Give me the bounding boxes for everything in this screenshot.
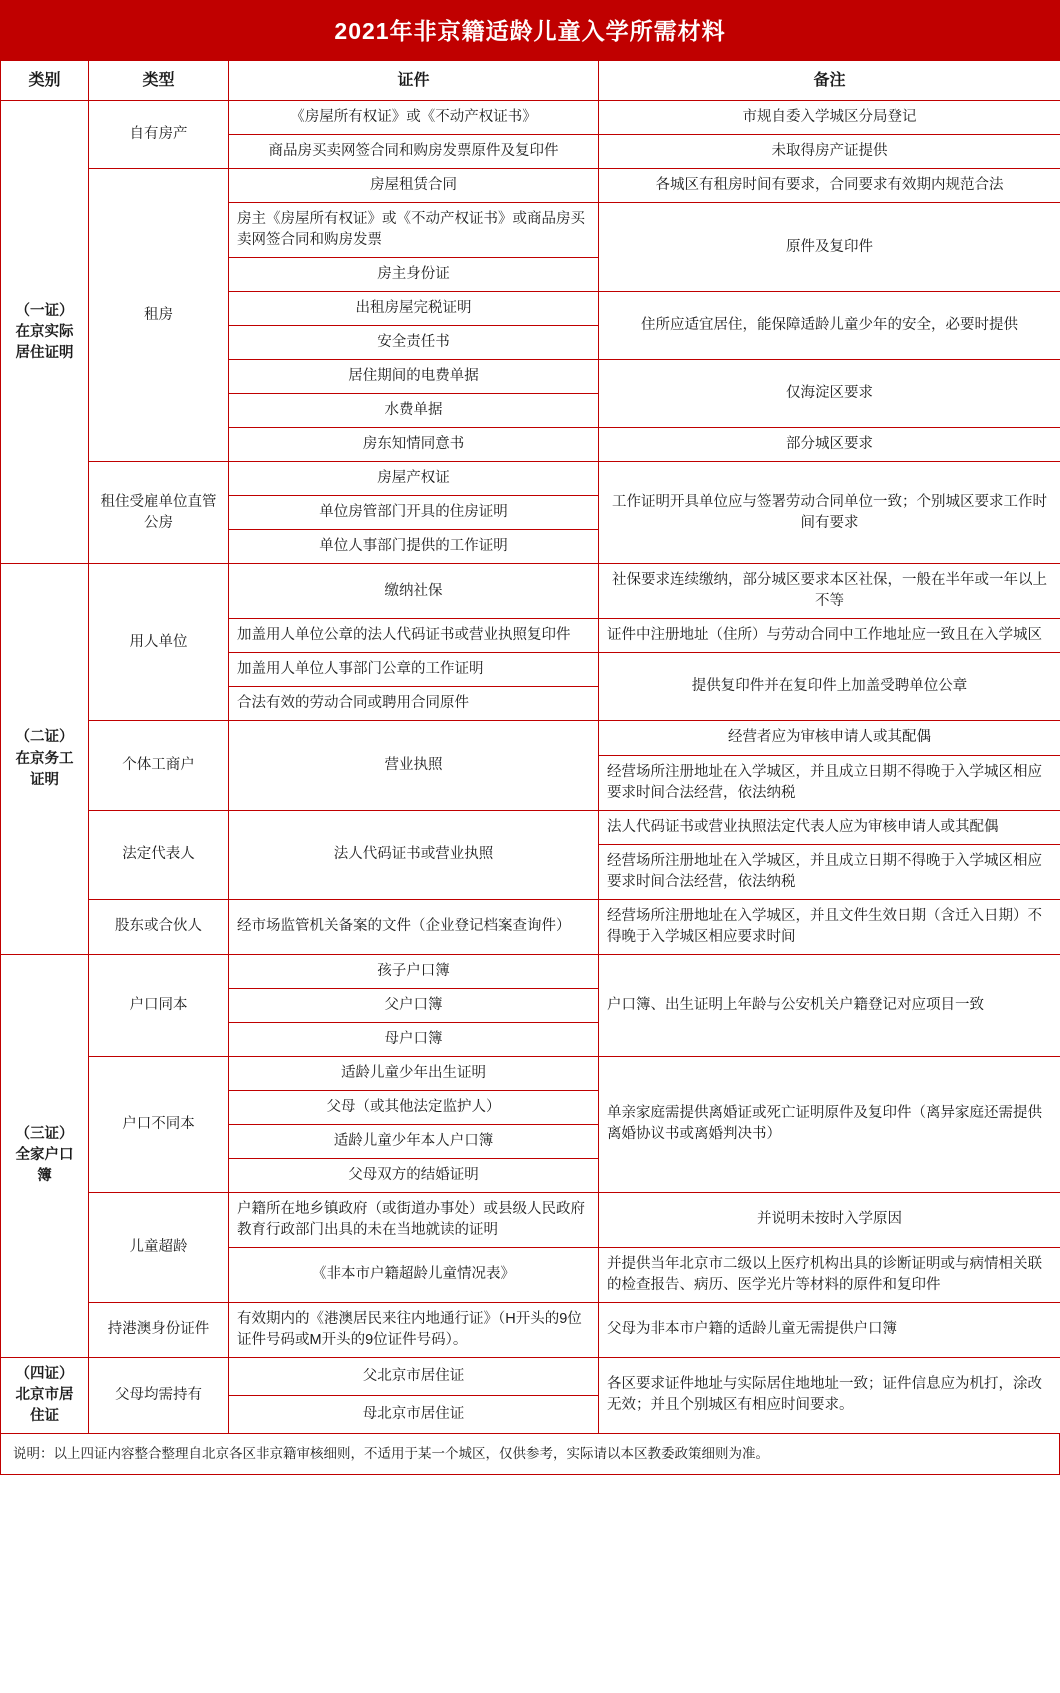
- type-cell: 户口不同本: [89, 1056, 229, 1192]
- note-cell: 父母为非本市户籍的适龄儿童无需提供户口簿: [599, 1302, 1060, 1357]
- column-header-type: 类型: [89, 61, 229, 101]
- table-row: [1, 954, 1060, 988]
- note-cell: 社保要求连续缴纳，部分城区要求本区社保，一般在半年或一年以上不等: [599, 564, 1060, 619]
- document-cell: 适龄儿童少年出生证明: [229, 1056, 599, 1090]
- category-label-line2: 北京市居住证: [15, 1386, 74, 1424]
- document-cell: 父户口簿: [229, 988, 599, 1022]
- note-cell: 各区要求证件地址与实际居住地地址一致；证件信息应为机打，涂改无效；并且个别城区有相应时间要求。: [599, 1357, 1060, 1433]
- type-cell: 父母均需持有: [89, 1357, 229, 1433]
- document-cell: 居住期间的电费单据: [229, 360, 599, 394]
- type-cell: 儿童超龄: [89, 1192, 229, 1302]
- note-cell: 未取得房产证提供: [599, 135, 1060, 169]
- category-label-line1: （四证）: [15, 1365, 74, 1382]
- materials-table: [0, 60, 1060, 1434]
- type-cell: 法定代表人: [89, 810, 229, 899]
- category-label-line2: 在京务工证明: [15, 750, 74, 788]
- note-cell: 并提供当年北京市二级以上医疗机构出具的诊断证明或与病情相关联的检查报告、病历、医学光片等材料的原件和复印件: [599, 1247, 1060, 1302]
- type-cell: 户口同本: [89, 954, 229, 1056]
- category-label-line1: （二证）: [15, 729, 74, 746]
- table-row: [1, 1357, 1060, 1395]
- document-cell: 母户口簿: [229, 1022, 599, 1056]
- table-row: [1, 101, 1060, 135]
- document-cell: 父北京市居住证: [229, 1357, 599, 1395]
- note-cell: 工作证明开具单位应与签署劳动合同单位一致；个别城区要求工作时间有要求: [599, 462, 1060, 564]
- document-cell: 商品房买卖网签合同和购房发票原件及复印件: [229, 135, 599, 169]
- category-cell: [1, 1357, 89, 1433]
- document-cell: 水费单据: [229, 394, 599, 428]
- category-label-line2: 全家户口簿: [15, 1147, 74, 1185]
- type-cell: 自有房产: [89, 101, 229, 169]
- table-head: [1, 61, 1060, 101]
- page-title: 2021年非京籍适龄儿童入学所需材料: [0, 0, 1060, 60]
- column-header-note: 备注: [599, 61, 1060, 101]
- category-cell: [1, 101, 89, 564]
- document-cell: 房主《房屋所有权证》或《不动产权证书》或商品房买卖网签合同和购房发票: [229, 203, 599, 258]
- table-header-row: [1, 61, 1060, 101]
- type-cell: 持港澳身份证件: [89, 1302, 229, 1357]
- type-cell: 用人单位: [89, 564, 229, 721]
- note-cell: 经营场所注册地址在入学城区，并且成立日期不得晚于入学城区相应要求时间合法经营，依法纳税: [599, 844, 1060, 899]
- document-cell: 父母双方的结婚证明: [229, 1158, 599, 1192]
- table-row: [1, 1056, 1060, 1090]
- document-cell: 房屋租赁合同: [229, 169, 599, 203]
- type-cell: 股东或合伙人: [89, 899, 229, 954]
- type-cell: 租房: [89, 169, 229, 462]
- column-header-category: 类别: [1, 61, 89, 101]
- note-cell: 证件中注册地址（住所）与劳动合同中工作地址应一致且在入学城区: [599, 619, 1060, 653]
- table-row: [1, 564, 1060, 619]
- footer-note: 说明：以上四证内容整合整理自北京各区非京籍审核细则，不适用于某一个城区，仅供参考，实际请以本区教委政策细则为准。: [0, 1434, 1060, 1475]
- table-body: [1, 101, 1060, 1434]
- document-cell: 《房屋所有权证》或《不动产权证书》: [229, 101, 599, 135]
- type-cell: 租住受雇单位直管公房: [89, 462, 229, 564]
- document-cell: 加盖用人单位人事部门公章的工作证明: [229, 653, 599, 687]
- document-cell: 《非本市户籍超龄儿童情况表》: [229, 1247, 599, 1302]
- category-cell: [1, 954, 89, 1357]
- table-row: [1, 899, 1060, 954]
- note-cell: 单亲家庭需提供离婚证或死亡证明原件及复印件（离异家庭还需提供离婚协议书或离婚判决书）: [599, 1056, 1060, 1192]
- document-cell: 适龄儿童少年本人户口簿: [229, 1124, 599, 1158]
- category-label-line1: （三证）: [15, 1126, 74, 1143]
- document-cell: 单位人事部门提供的工作证明: [229, 530, 599, 564]
- document-cell: 单位房管部门开具的住房证明: [229, 496, 599, 530]
- note-cell: 提供复印件并在复印件上加盖受聘单位公章: [599, 653, 1060, 721]
- note-cell: 经营场所注册地址在入学城区，并且成立日期不得晚于入学城区相应要求时间合法经营，依法纳税: [599, 755, 1060, 810]
- document-cell: 父母（或其他法定监护人）: [229, 1090, 599, 1124]
- category-cell: [1, 564, 89, 954]
- note-cell: 户口簿、出生证明上年龄与公安机关户籍登记对应项目一致: [599, 954, 1060, 1056]
- note-cell: 住所应适宜居住，能保障适龄儿童少年的安全，必要时提供: [599, 292, 1060, 360]
- note-cell: 经营场所注册地址在入学城区，并且文件生效日期（含迁入日期）不得晚于入学城区相应要求时间: [599, 899, 1060, 954]
- table-row: [1, 169, 1060, 203]
- table-row: [1, 810, 1060, 844]
- document-cell: 缴纳社保: [229, 564, 599, 619]
- note-cell: 并说明未按时入学原因: [599, 1192, 1060, 1247]
- category-label-line2: 在京实际居住证明: [15, 323, 74, 361]
- document-cell: 加盖用人单位公章的法人代码证书或营业执照复印件: [229, 619, 599, 653]
- document-cell: 户籍所在地乡镇政府（或街道办事处）或县级人民政府教育行政部门出具的未在当地就读的证明: [229, 1192, 599, 1247]
- document-cell: 房屋产权证: [229, 462, 599, 496]
- note-cell: 市规自委入学城区分局登记: [599, 101, 1060, 135]
- table-row: [1, 721, 1060, 755]
- document-cell: 房主身份证: [229, 258, 599, 292]
- document-cell: 房东知情同意书: [229, 428, 599, 462]
- document-cell: 合法有效的劳动合同或聘用合同原件: [229, 687, 599, 721]
- document-cell: 孩子户口簿: [229, 954, 599, 988]
- note-cell: 经营者应为审核申请人或其配偶: [599, 721, 1060, 755]
- column-header-document: 证件: [229, 61, 599, 101]
- document-cell: 安全责任书: [229, 326, 599, 360]
- document-cell: 经市场监管机关备案的文件（企业登记档案查询件）: [229, 899, 599, 954]
- category-label-line1: （一证）: [15, 302, 74, 319]
- type-cell: 个体工商户: [89, 721, 229, 810]
- table-row: [1, 1192, 1060, 1247]
- note-cell: 法人代码证书或营业执照法定代表人应为审核申请人或其配偶: [599, 810, 1060, 844]
- table-row: [1, 1302, 1060, 1357]
- note-cell: 仅海淀区要求: [599, 360, 1060, 428]
- document-cell: 法人代码证书或营业执照: [229, 810, 599, 899]
- document-cell: 出租房屋完税证明: [229, 292, 599, 326]
- document-cell: 母北京市居住证: [229, 1395, 599, 1433]
- document-cell: 有效期内的《港澳居民来往内地通行证》（H开头的9位证件号码或M开头的9位证件号码）。: [229, 1302, 599, 1357]
- note-cell: 原件及复印件: [599, 203, 1060, 292]
- note-cell: 部分城区要求: [599, 428, 1060, 462]
- table-row: [1, 462, 1060, 496]
- document-cell: 营业执照: [229, 721, 599, 810]
- note-cell: 各城区有租房时间有要求，合同要求有效期内规范合法: [599, 169, 1060, 203]
